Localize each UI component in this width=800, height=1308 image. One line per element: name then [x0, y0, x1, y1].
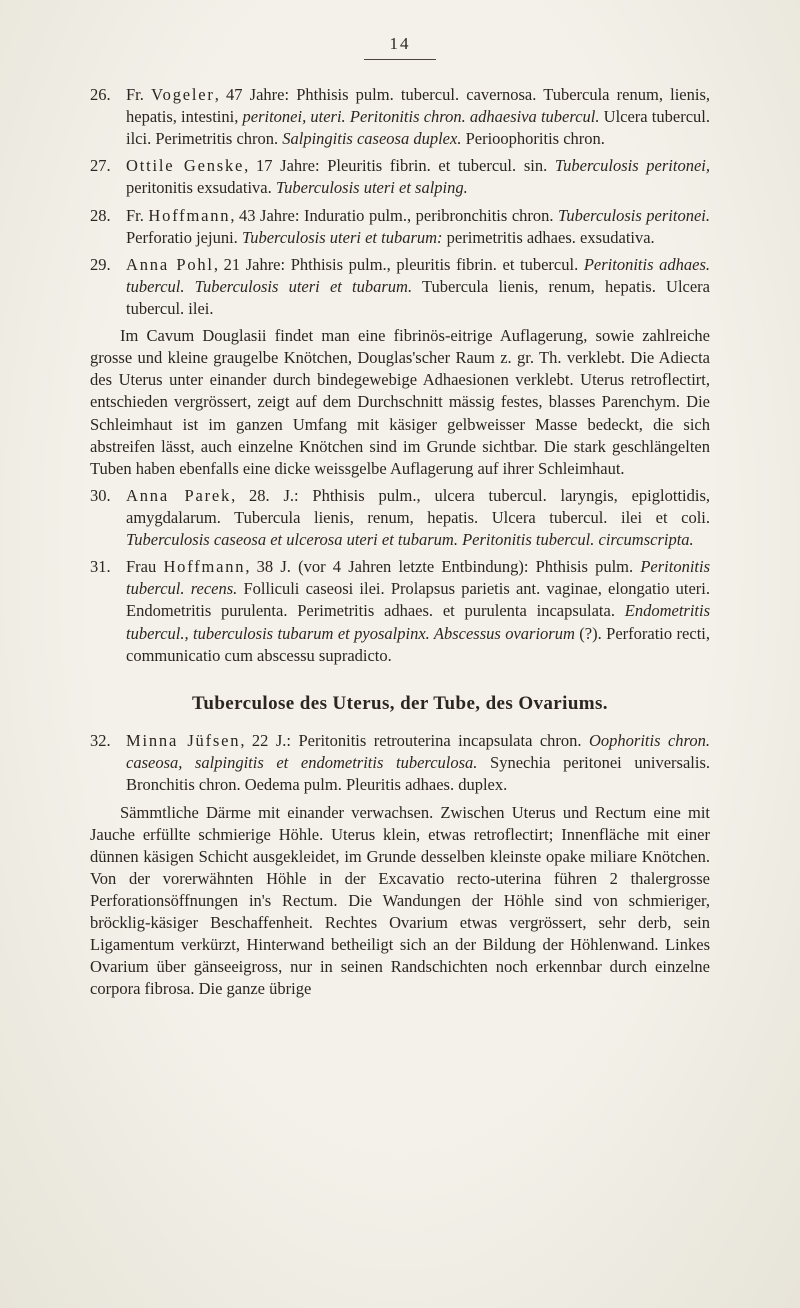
text-run: perimetritis adhaes. exsudativa. [442, 227, 655, 247]
case-entry [90, 84, 710, 150]
text-run: Tuberculosis uteri et salping. [275, 178, 468, 198]
text-run: , 38 J. (vor 4 Jahren letzte Entbindung): Phthisis pulm. [245, 557, 641, 577]
text-run: Minna Jüfsen [126, 731, 241, 751]
text-run: , 21 Jahre: Phthisis pulm., pleuritis fibrin. et tubercul. [213, 254, 584, 274]
text-run: , 47 Jahre: Phthisis pulm. tubercul. cavernosa. Tubercula renum, lienis, hepatis, intestini, [126, 85, 710, 127]
text-run: Anna Parek [126, 485, 232, 505]
case-entry [90, 205, 710, 249]
text-run: Oophoritis chron. caseosa, salpingitis et endometritis tuberculosa. [126, 731, 710, 773]
text-run: peritonei, uteri. Peritonitis chron. adhaesiva tubercul. [242, 107, 600, 127]
text-run: Tuberculosis peritonei, [554, 156, 711, 176]
page-body [90, 84, 710, 1001]
text-run: Peritonitis adhaes. tubercul. Tuberculosis uteri et tubarum. [126, 254, 710, 296]
case-entry [90, 254, 710, 320]
text-run: Endometritis tubercul., tuberculosis tubarum et pyosalpinx. Abscessus ovariorum [126, 601, 710, 643]
text-run: (?). Perforatio recti, communicatio cum abscessu supradicto. [126, 623, 710, 665]
page-header [90, 34, 710, 60]
text-run: Tuberculosis peritonei. [558, 205, 711, 225]
text-run: Tubercula lienis, renum, hepatis. Ulcera tubercul. ilei. [126, 276, 710, 318]
body-paragraph [90, 802, 710, 1001]
section-heading: Tuberculose des Uterus, der Tube, des Ovariums. [192, 692, 608, 714]
text-run: Tuberculosis caseosa et ulcerosa uteri et tubarum. Peritonitis tubercul. circumscripta. [126, 530, 694, 550]
case-entry [90, 155, 710, 199]
entry-number: 30. [90, 485, 111, 505]
text-run: Frau [126, 557, 164, 577]
text-run: Fr. [126, 205, 149, 225]
text-run: Perforatio jejuni. [126, 227, 242, 247]
text-run: Anna Pohl [126, 254, 214, 274]
entry-number: 26. [90, 85, 111, 104]
text-run: Peritonitis tubercul. recens. [126, 557, 710, 599]
page-number-rule [364, 59, 436, 60]
case-entry [90, 485, 710, 551]
text-run: , 28. J.: Phthisis pulm., ulcera tubercul. laryngis, epiglottidis, amygdalarum. Tubercula lienis, renum, hepatis. Ulcera tubercul. ilei et coli. [126, 485, 710, 527]
text-run: Synechia peritonei universalis. Bronchitis chron. Oedema pulm. Pleuritis adhaes. duplex. [126, 753, 710, 795]
text-run: Perioophoritis chron. [461, 129, 605, 149]
text-run: Hoffmann [148, 205, 231, 225]
text-run: Ottile Genske [126, 156, 245, 176]
text-run: Salpingitis caseosa duplex. [282, 129, 462, 149]
entry-number: 32. [90, 731, 111, 751]
text-run: Vogeler [151, 85, 215, 104]
page-number: 14 [389, 34, 411, 53]
text-run: , 43 Jahre: Induratio pulm., peribronchitis chron. [230, 205, 559, 225]
entry-number: 29. [90, 254, 111, 274]
entry-number: 28. [90, 205, 111, 225]
entry-number: 27. [90, 156, 111, 176]
case-entry [90, 730, 710, 796]
text-run: , 17 Jahre: Pleuritis fibrin. et tubercul. sin. [244, 156, 555, 176]
text-run: Sämmtliche Därme mit einander verwachsen. Zwischen Uterus und Rectum eine mit Jauche erfüllte schmierige Höhle. Uterus klein, etwas retroflectirt; Innenfläche mit einer dünnen käsigen Schicht ausgekleidet, im Grunde desselben kleinste opake miliare Knötchen. Von der vorerwähnten Höhle in der Excavatio recto-uterina führen 2 thalergrosse Perforationsöffnungen in's Rectum. Die Wandungen der Höhle sind von schmieriger, bröcklig-käsiger Beschaffenheit. Rechtes Ovarium etwas vergrössert, sehr derb, sein Ligamentum verkürzt, Hinterwand betheiligt sich an der Bildung der Höhlenwand. Linkes Ovarium über gänseeigross, nur in seinen Randschichten noch erkennbar durch einzelne corpora fibrosa. Die ganze übrige [90, 802, 710, 999]
entry-number: 31. [90, 557, 111, 577]
text-run: Folliculi caseosi ilei. Prolapsus parietis ant. vaginae, elongatio uteri. Endometritis purulenta. Perimetritis adhaes. et purulenta incapsulata. [126, 579, 711, 621]
body-paragraph [90, 325, 710, 480]
text-run: Hoffmann [163, 557, 246, 577]
text-run: , 22 J.: Peritonitis retrouterina incapsulata chron. [240, 731, 590, 751]
text-run: Fr. [126, 85, 152, 104]
text-run: peritonitis exsudativa. [126, 178, 276, 198]
text-run: Ulcera tubercul. ilci. Perimetritis chron. [126, 107, 710, 149]
case-entry [90, 556, 710, 667]
text-run: Tuberculosis uteri et tubarum: [241, 227, 443, 247]
text-run: Im Cavum Douglasii findet man eine fibrinös-eitrige Auflagerung, sowie zahlreiche grosse und kleine graugelbe Knötchen, Douglas'scher Raum z. gr. Th. verklebt. Die Adiecta des Uterus unter einander durch bindegewebige Adhaesionen verklebt. Uterus retroflectirt, entschieden vergrössert, zeigt auf dem Durchschnitt mässig festes, blasses Parenchym. Die Schleimhaut ist im ganzen Umfang mit käsiger gelbweisser Masse bedeckt, die sich abstreifen lässt, auch einzelne Knötchen sind im Grunde sichtbar. Die stark geschlängelten Tuben haben ebenfalls eine dicke weissgelbe Auflagerung auf ihrer Schleimhaut. [90, 326, 710, 478]
